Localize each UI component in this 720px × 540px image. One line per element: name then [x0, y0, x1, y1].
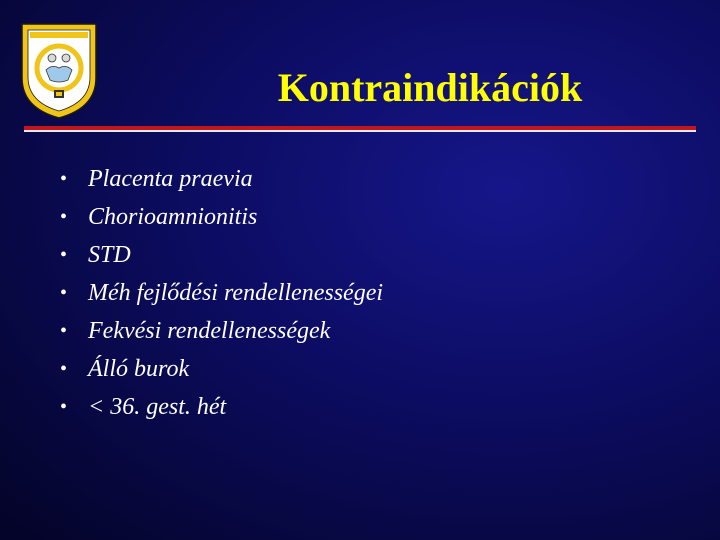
bullet-dot: • — [60, 282, 68, 304]
bullet-text: < 36. gest. hét — [88, 394, 227, 420]
bullet-dot: • — [60, 206, 68, 228]
hospital-seal-logo — [16, 20, 102, 120]
bullet-dot: • — [60, 244, 68, 266]
bullet-dot: • — [60, 358, 68, 380]
bullet-text: Álló burok — [88, 356, 190, 382]
bullet-dot: • — [60, 396, 68, 418]
title-divider — [24, 126, 696, 132]
bullet-text: STD — [88, 242, 131, 268]
bullet-text: Méh fejlődési rendellenességei — [88, 280, 384, 306]
slide-title: Kontraindikációk — [277, 65, 583, 110]
bullet-dot: • — [60, 168, 68, 190]
bullet-text: Fekvési rendellenességek — [88, 318, 331, 344]
bullet-dot: • — [60, 320, 68, 342]
bullet-text: Placenta praevia — [88, 166, 253, 192]
bullet-text: Chorioamnionitis — [88, 204, 258, 230]
